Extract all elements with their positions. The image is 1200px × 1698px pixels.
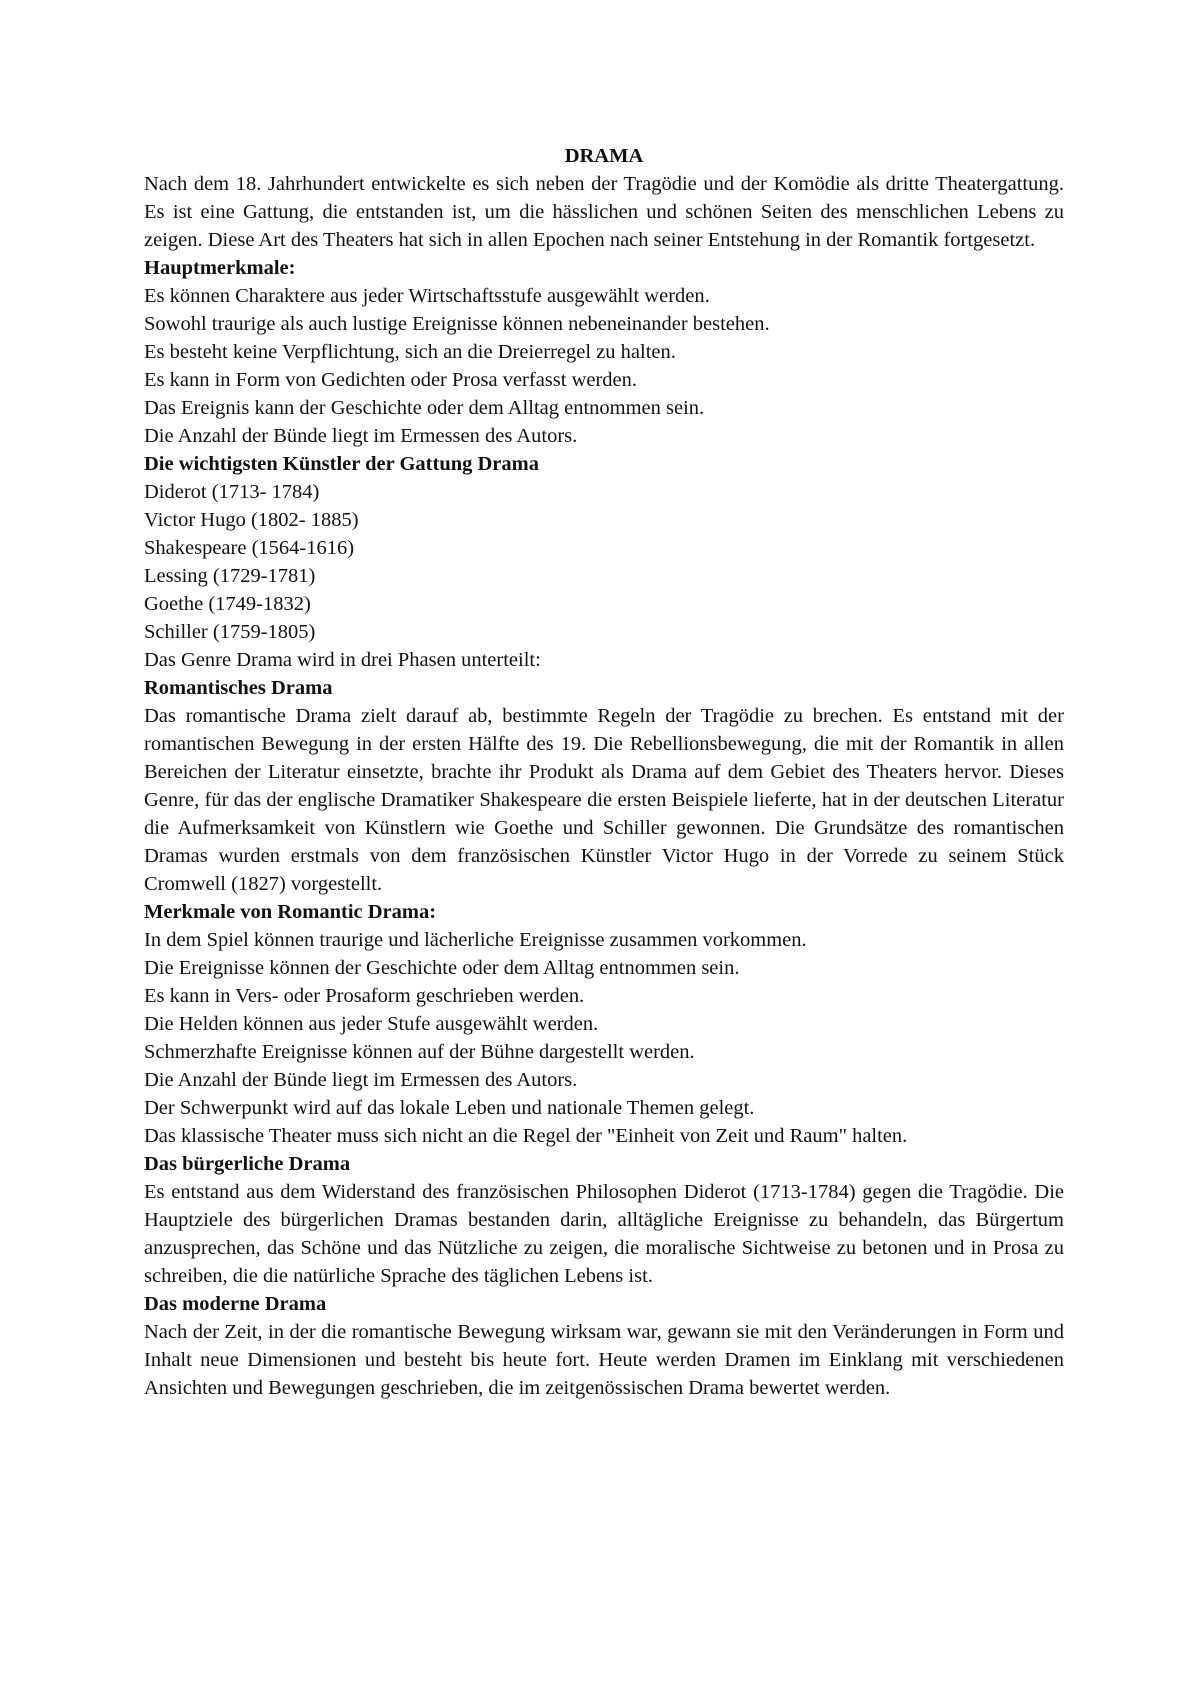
romantic-heading: Romantisches Drama bbox=[144, 677, 333, 699]
list-item: Das klassische Theater muss sich nicht an die Regel der "Einheit von Zeit und Raum" halten. bbox=[144, 1125, 908, 1147]
artists-list bbox=[144, 478, 1064, 646]
list-item: Lessing (1729-1781) bbox=[144, 565, 316, 587]
list-item: Es können Charaktere aus jeder Wirtschaftsstufe ausgewählt werden. bbox=[144, 285, 710, 307]
list-item: Es besteht keine Verpflichtung, sich an die Dreierregel zu halten. bbox=[144, 341, 676, 363]
list-item: Das Ereignis kann der Geschichte oder dem Alltag entnommen sein. bbox=[144, 397, 705, 419]
list-item: Schiller (1759-1805) bbox=[144, 621, 316, 643]
artists-heading: Die wichtigsten Künstler der Gattung Drama bbox=[144, 453, 539, 475]
document-page bbox=[144, 142, 1064, 1402]
list-item: Sowohl traurige als auch lustige Ereignisse können nebeneinander bestehen. bbox=[144, 313, 770, 335]
modern-paragraph: Nach der Zeit, in der die romantische Bewegung wirksam war, gewann sie mit den Veränderungen in Form und Inhalt neue Dimensionen und besteht bis heute fort. Heute werden Dramen im Einklang mit verschiedenen Ansichten und Bewegungen geschrieben, die im zeitgenössischen Drama bewertet werden. bbox=[144, 1321, 1064, 1399]
phases-note: Das Genre Drama wird in drei Phasen unterteilt: bbox=[144, 649, 541, 671]
romantic-features-heading: Merkmale von Romantic Drama: bbox=[144, 901, 437, 923]
list-item: Es kann in Form von Gedichten oder Prosa verfasst werden. bbox=[144, 369, 638, 391]
bourgeois-heading: Das bürgerliche Drama bbox=[144, 1153, 351, 1175]
bourgeois-paragraph: Es entstand aus dem Widerstand des französischen Philosophen Diderot (1713-1784) gegen die Tragödie. Die Hauptziele des bürgerlichen Dramas bestanden darin, alltägliche Ereignisse zu behandeln, das Bürgertum anzusprechen, das Schöne und das Nützliche zu zeigen, die moralische Sichtweise zu betonen und in Prosa zu schreiben, die die natürliche Sprache des täglichen Lebens ist. bbox=[144, 1181, 1064, 1287]
romantic-paragraph: Das romantische Drama zielt darauf ab, bestimmte Regeln der Tragödie zu brechen. Es entstand mit der romantischen Bewegung in der ersten Hälfte des 19. Die Rebellionsbewegung, die mit der Romantik in allen Bereichen der Literatur einsetzte, brachte ihr Produkt als Drama auf dem Gebiet des Theaters hervor. Dieses Genre, für das der englische Dramatiker Shakespeare die ersten Beispiele lieferte, hat in der deutschen Literatur die Aufmerksamkeit von Künstlern wie Goethe und Schiller gewonnen. Die Grundsätze des romantischen Dramas wurden erstmals von dem französischen Künstler Victor Hugo in der Vorrede zu seinem Stück Cromwell (1827) vorgestellt. bbox=[144, 705, 1064, 895]
features-heading: Hauptmerkmale: bbox=[144, 257, 296, 279]
list-item: Die Anzahl der Bünde liegt im Ermessen des Autors. bbox=[144, 1069, 578, 1091]
intro-paragraph: Nach dem 18. Jahrhundert entwickelte es sich neben der Tragödie und der Komödie als dritte Theatergattung. Es ist eine Gattung, die entstanden ist, um die hässlichen und schönen Seiten des menschlichen Lebens zu zeigen. Diese Art des Theaters hat sich in allen Epochen nach seiner Entstehung in der Romantik fortgesetzt. bbox=[144, 173, 1064, 251]
list-item: Die Helden können aus jeder Stufe ausgewählt werden. bbox=[144, 1013, 599, 1035]
document-title: DRAMA bbox=[564, 145, 644, 167]
modern-heading: Das moderne Drama bbox=[144, 1293, 327, 1315]
list-item: Diderot (1713- 1784) bbox=[144, 481, 320, 503]
features-list bbox=[144, 282, 1064, 450]
list-item: In dem Spiel können traurige und lächerliche Ereignisse zusammen vorkommen. bbox=[144, 929, 807, 951]
list-item: Der Schwerpunkt wird auf das lokale Leben und nationale Themen gelegt. bbox=[144, 1097, 755, 1119]
list-item: Shakespeare (1564-1616) bbox=[144, 537, 355, 559]
list-item: Die Ereignisse können der Geschichte oder dem Alltag entnommen sein. bbox=[144, 957, 740, 979]
list-item: Goethe (1749-1832) bbox=[144, 593, 311, 615]
list-item: Die Anzahl der Bünde liegt im Ermessen des Autors. bbox=[144, 425, 578, 447]
list-item: Victor Hugo (1802- 1885) bbox=[144, 509, 359, 531]
romantic-features-list bbox=[144, 926, 1064, 1150]
list-item: Schmerzhafte Ereignisse können auf der Bühne dargestellt werden. bbox=[144, 1041, 695, 1063]
list-item: Es kann in Vers- oder Prosaform geschrieben werden. bbox=[144, 985, 585, 1007]
